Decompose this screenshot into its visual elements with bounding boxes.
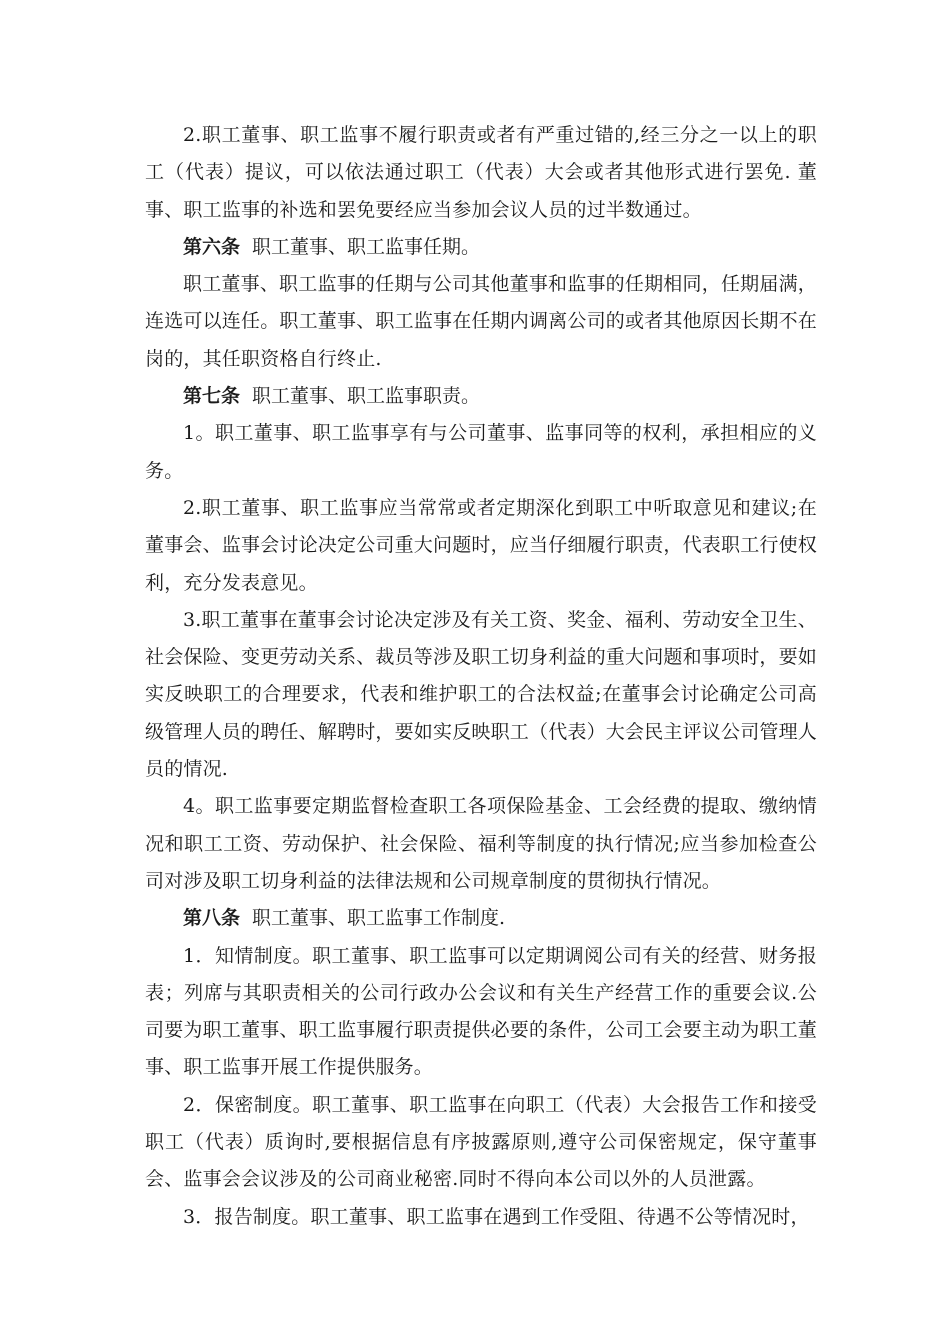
article-6-title: 职工董事、职工监事任期。 [252, 235, 481, 258]
paragraph-system-2: 2．保密制度。职工董事、职工监事在向职工（代表）大会报告工作和接受职工（代表）质询时,要根据信息有序披露原则,遵守公司保密规定，保守董事会、监事会会议涉及的公司商业秘密.同时不得向本公司以外的人员泄露。 [145, 1093, 817, 1191]
paragraph-term: 职工董事、职工监事的任期与公司其他董事和监事的任期相同，任期届满，连选可以连任。职工董事、职工监事在任期内调离公司的或者其他原因长期不在岗的，其任职资格自行终止. [145, 273, 818, 370]
paragraph-duty-3: 3.职工董事在董事会讨论决定涉及有关工资、奖金、福利、劳动安全卫生、社会保险、变更劳动关系、裁员等涉及职工切身利益的重大问题和事项时，要如实反映职工的合理要求，代表和维护职工的合法权益;在董事会讨论确定公司高级管理人员的聘任、解聘时，要如实反映职工（代表）大会民主评议公司管理人员的情况. [145, 608, 818, 781]
article-7-number: 第七条 [183, 385, 241, 408]
article-8-title: 职工董事、职工监事工作制度. [252, 907, 506, 930]
paragraph-removal: 2.职工董事、职工监事不履行职责或者有严重过错的,经三分之一以上的职工（代表）提议，可以依法通过职工（代表）大会或者其他形式进行罢免. 董事、职工监事的补选和罢免要经应当参加会议人员的过半数通过。 [145, 124, 817, 221]
paragraph-duty-1: 1。职工董事、职工监事享有与公司董事、监事同等的权利，承担相应的义务。 [145, 422, 817, 482]
paragraph-duty-2: 2.职工董事、职工监事应当常常或者定期深化到职工中听取意见和建议;在董事会、监事会讨论决定公司重大问题时，应当仔细履行职责，代表职工行使权利，充分发表意见。 [145, 496, 818, 594]
paragraph-duty-4: 4。职工监事要定期监督检查职工各项保险基金、工会经费的提取、缴纳情况和职工工资、劳动保护、社会保险、福利等制度的执行情况;应当参加检查公司对涉及职工切身利益的法律法规和公司规章制度的贯彻执行情况。 [145, 795, 817, 892]
document-page [145, 117, 817, 1236]
article-7-title: 职工董事、职工监事职责。 [252, 385, 481, 408]
article-6-heading [145, 229, 817, 266]
article-8-number: 第八条 [183, 907, 241, 930]
article-6-number: 第六条 [183, 235, 241, 258]
article-7-heading [145, 378, 817, 415]
paragraph-system-3: 3．报告制度。职工董事、职工监事在遇到工作受阻、待遇不公等情况时， [183, 1205, 810, 1228]
paragraph-system-1: 1．知情制度。职工董事、职工监事可以定期调阅公司有关的经营、财务报表；列席与其职责相关的公司行政办公会议和有关生产经营工作的重要会议.公司要为职工董事、职工监事履行职责提供必要的条件，公司工会要主动为职工董事、职工监事开展工作提供服务。 [145, 944, 818, 1079]
article-8-heading [145, 900, 817, 937]
